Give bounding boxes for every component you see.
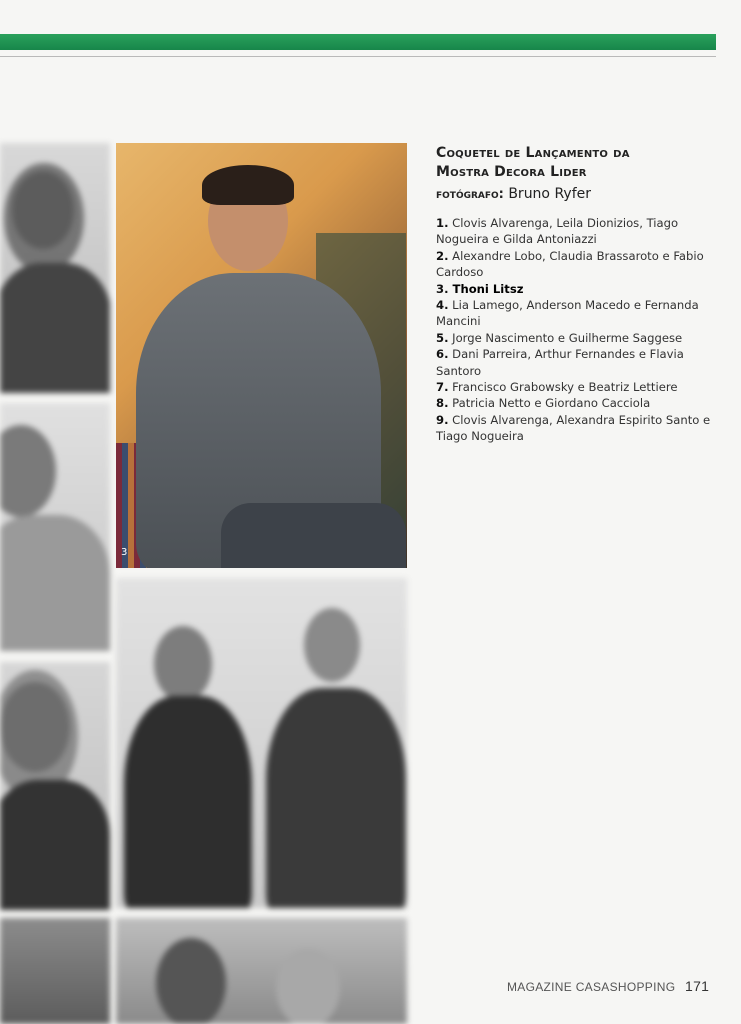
header-divider — [0, 56, 716, 57]
article-headline — [436, 144, 716, 182]
photo-bottom-left — [0, 918, 110, 1024]
page-footer — [507, 978, 709, 994]
magazine-name: MAGAZINE CASASHOPPING — [507, 980, 676, 994]
caption-item: 9. Clovis Alvarenga, Alexandra Espirito Santo e Tiago Nogueira — [436, 412, 711, 444]
caption-item: 7. Francisco Grabowsky e Beatriz Lettiere — [436, 380, 678, 395]
caption-list — [436, 215, 721, 445]
photographer-credit — [436, 186, 591, 202]
headline-line-1: Coquetel de Lançamento da — [436, 145, 630, 161]
photo-two-men — [116, 578, 407, 908]
caption-item: 5. Jorge Nascimento e Guilherme Saggese — [436, 330, 683, 345]
photo-woman-top-left — [0, 143, 110, 393]
photographer-name: Bruno Ryfer — [508, 186, 591, 202]
headline-line-2: Mostra Decora Lider — [436, 164, 587, 180]
caption-item: 4. Lia Lamego, Anderson Macedo e Fernanda Mancini — [436, 298, 699, 329]
page-number: 171 — [684, 978, 710, 994]
caption-item: 2. Alexandre Lobo, Claudia Brassaroto e Fabio Cardoso — [436, 248, 704, 280]
caption-item: 8. Patricia Netto e Giordano Cacciola — [436, 396, 651, 411]
photo-man-left-middle — [0, 403, 110, 651]
caption-item: 6. Dani Parreira, Arthur Fernandes e Flavia Santoro — [436, 347, 684, 378]
photo-main-man — [116, 143, 407, 568]
photo-number: 3 — [121, 547, 128, 558]
green-header-bar — [0, 34, 716, 50]
photo-bottom-centre — [116, 918, 407, 1024]
photo-woman-left-lower — [0, 662, 110, 910]
caption-item: 1. Clovis Alvarenga, Leila Dionizios, Tiago Nogueira e Gilda Antoniazzi — [436, 216, 679, 247]
photographer-label: fotógrafo: — [436, 187, 504, 202]
caption-item: 3. Thoni Litsz — [436, 281, 524, 296]
